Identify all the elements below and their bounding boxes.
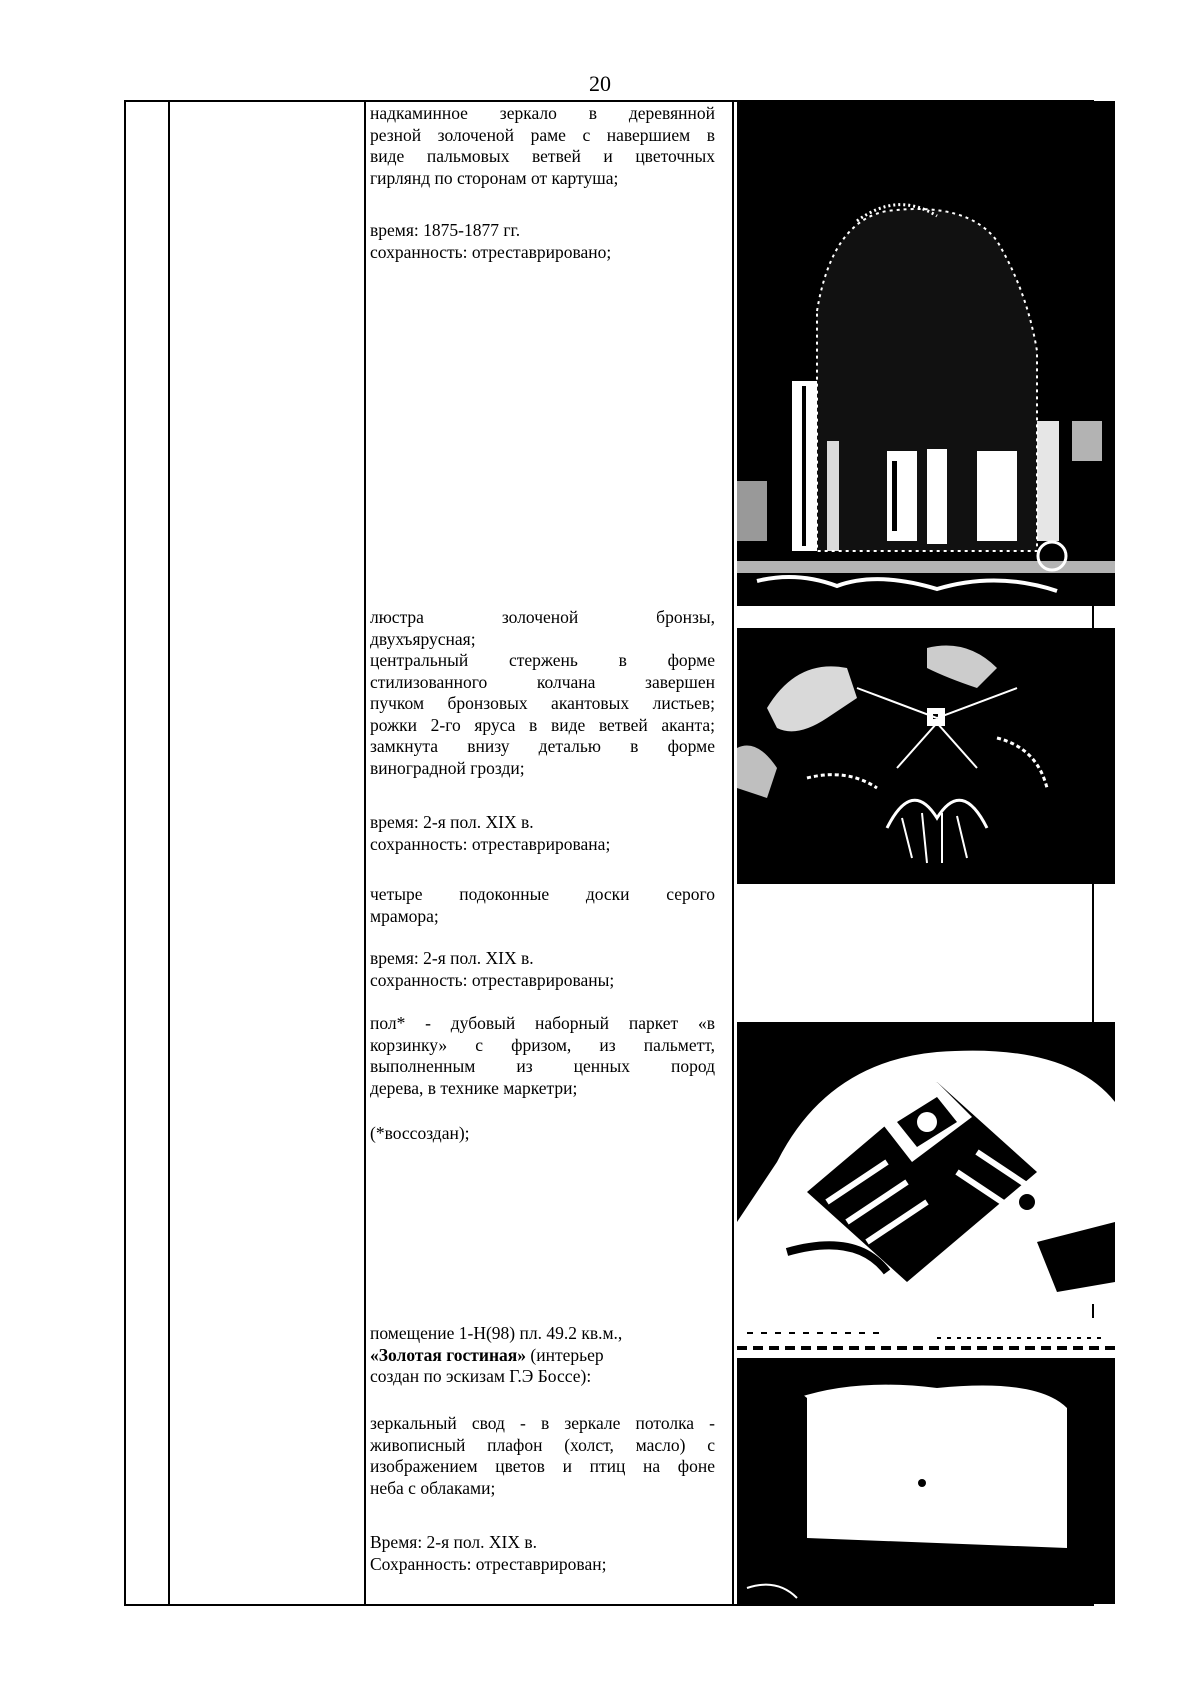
- text-line: дерева, в технике маркетри;: [370, 1077, 578, 1098]
- text-line: изображением цветов и птиц на фоне: [370, 1456, 715, 1476]
- time-line: время: 2-я пол. XIX в.: [370, 812, 534, 832]
- parquet-photo: [737, 1022, 1115, 1304]
- room-line-2: [370, 1345, 715, 1367]
- time-line: Время: 2-я пол. XIX в.: [370, 1532, 538, 1552]
- text-line: замкнута внизу деталью в форме: [370, 736, 715, 756]
- time-line: время: 2-я пол. XIX в.: [370, 948, 534, 968]
- entry-ceiling-meta: [370, 1532, 715, 1575]
- chandelier-photo: [737, 628, 1115, 884]
- column-divider-1: [168, 102, 170, 1604]
- time-line: время: 1875-1877 гг.: [370, 220, 521, 240]
- text-line: надкаминное зеркало в деревянной: [370, 103, 715, 123]
- text-line: виноградной грозди;: [370, 757, 525, 778]
- text-line: корзинку» с фризом, из пальметт,: [370, 1034, 715, 1055]
- text-line: мрамора;: [370, 905, 439, 926]
- text-line: центральный стержень в форме: [370, 650, 715, 670]
- room-suffix: (интерьер: [526, 1344, 604, 1365]
- entry-windowsills-description: [370, 884, 715, 927]
- entry-mirror-meta: [370, 220, 715, 263]
- text-line: рожки 2-го яруса в виде ветвей аканта;: [370, 714, 715, 735]
- text-line: зеркальный свод - в зеркале потолка -: [370, 1413, 715, 1433]
- text-line: виде пальмовых ветвей и цветочных: [370, 146, 715, 166]
- text-line: пучком бронзовых акантовых листьев;: [370, 693, 715, 713]
- text-line: четыре подоконные доски серого: [370, 884, 715, 904]
- text-line: выполненным из ценных пород: [370, 1056, 715, 1076]
- room-line-3: создан по эскизам Г.Э Боссе):: [370, 1366, 592, 1386]
- page-number: 20: [589, 71, 611, 96]
- entry-chandelier-meta: [370, 812, 715, 855]
- text-line: двухъярусная;: [370, 628, 476, 649]
- entry-chandelier-description: [370, 607, 715, 779]
- text-line: живописный плафон (холст, масло) с: [370, 1434, 715, 1455]
- preservation-line: Сохранность: отреставрирован;: [370, 1553, 607, 1574]
- entry-ceiling-description: [370, 1413, 715, 1499]
- preservation-line: сохранность: отреставрирована;: [370, 833, 611, 854]
- entry-golden-room-heading: [370, 1323, 715, 1388]
- text-line: люстра золоченой бронзы,: [370, 607, 715, 627]
- text-line: резной золоченой раме с навершием в: [370, 124, 715, 145]
- text-line: гирлянд по сторонам от картуша;: [370, 167, 619, 188]
- text-line: пол* - дубовый наборный паркет «в: [370, 1013, 715, 1033]
- preservation-line: сохранность: отреставрированы;: [370, 969, 615, 990]
- note-line: (*воссоздан);: [370, 1123, 470, 1143]
- entry-parquet-note: [370, 1123, 715, 1145]
- column-divider-3: [732, 102, 734, 1604]
- text-line: стилизованного колчана завершен: [370, 671, 715, 692]
- entry-mirror-description: [370, 103, 715, 189]
- entry-windowsills-meta: [370, 948, 715, 991]
- ceiling-photo: [737, 1318, 1115, 1604]
- mirror-photo: [737, 101, 1115, 606]
- room-line-1: помещение 1-Н(98) пл. 49.2 кв.м.,: [370, 1323, 623, 1343]
- entry-parquet-description: [370, 1013, 715, 1099]
- room-name: «Золотая гостиная»: [370, 1344, 527, 1365]
- column-divider-2: [364, 102, 366, 1604]
- preservation-line: сохранность: отреставрировано;: [370, 241, 612, 262]
- text-line: неба с облаками;: [370, 1477, 496, 1498]
